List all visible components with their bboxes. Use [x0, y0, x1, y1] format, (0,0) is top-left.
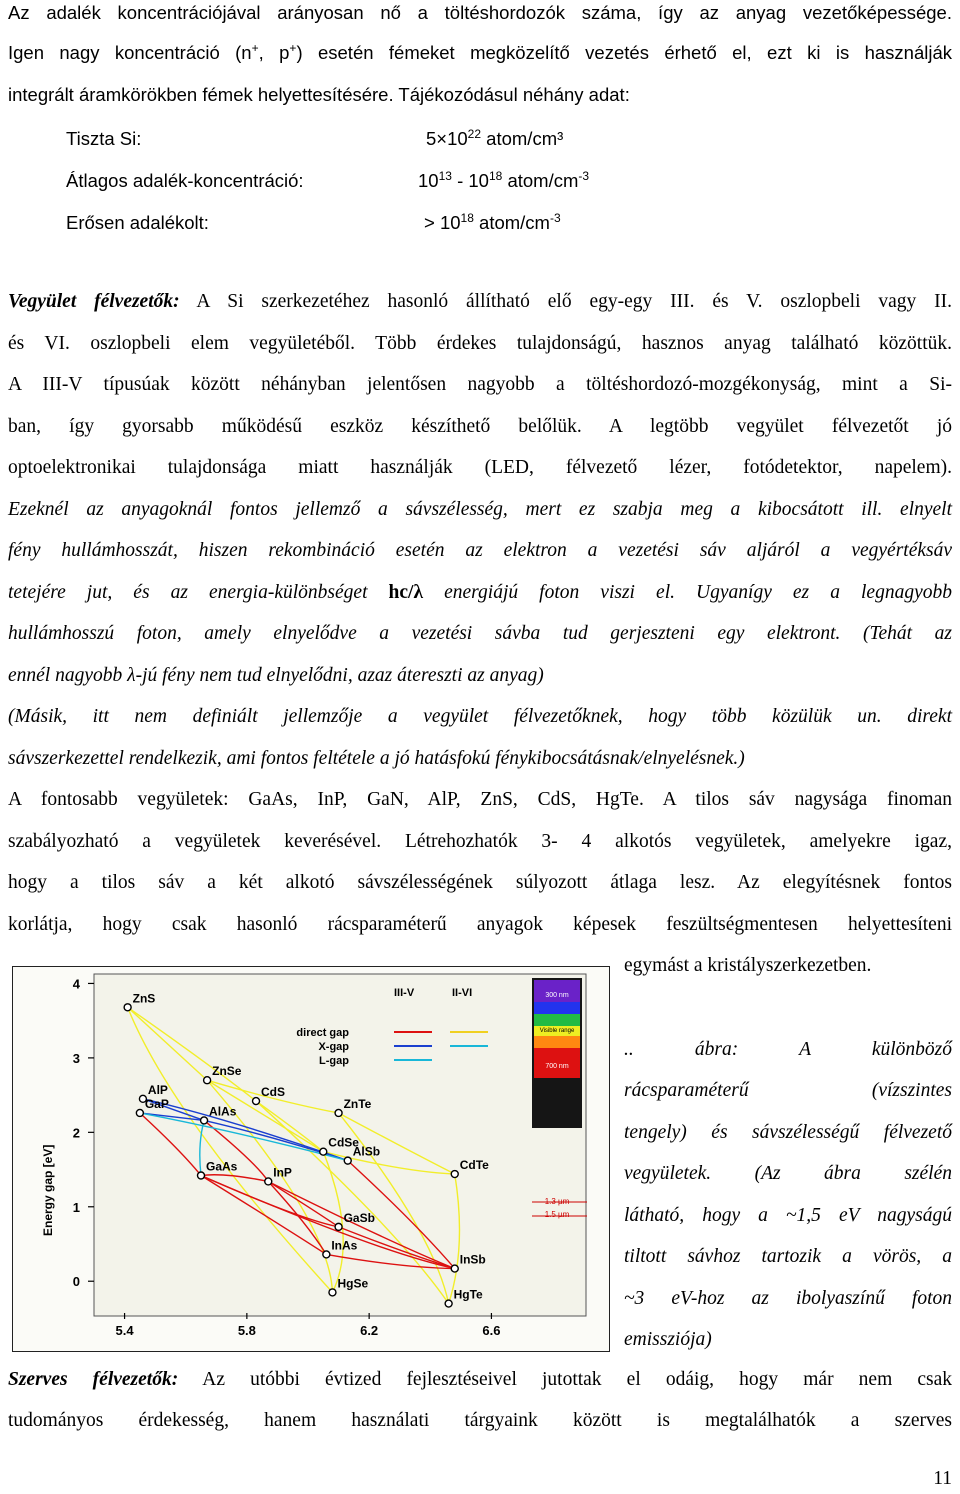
data-row-label-pure-si: Tiszta Si:: [66, 128, 142, 149]
para2-line-8: hogy a tilos sáv a két alkotó sávszélességének súlyozott átlaga lesz. Az elegyítésnek fontos: [8, 872, 952, 893]
caption-line-5: látható, hogy a ~1,5 eV nagyságú: [624, 1205, 952, 1226]
compound-label: HgTe: [453, 1287, 483, 1302]
compound-point: [136, 1109, 143, 1116]
caption-line-3: tengely) és sávszélességű félvezető: [624, 1122, 952, 1143]
legend-label-xgap: X-gap: [318, 1041, 349, 1053]
side-label-700nm: 700 nm: [545, 1063, 569, 1070]
para2-line-10: egymást a kristályszerkezetben.: [624, 955, 872, 976]
compound-point: [198, 1172, 205, 1179]
compound-label: GaSb: [343, 1210, 375, 1225]
compound-label: CdTe: [459, 1158, 489, 1173]
para2-italic-1: Ezeknél az anyagoknál fontos jellemző a sávszélesség, mert ez szabja meg a kibocsátott ill. elnyelt: [8, 499, 952, 520]
para2-line-4: ban, így gyorsabb működésű eszköz készíthető belőlük. A legtöbb vegyület félvezetőt jó: [8, 416, 952, 437]
compound-point: [335, 1109, 342, 1116]
y-tick-label: 2: [72, 1125, 80, 1141]
compound-point: [265, 1178, 272, 1185]
compound-point: [445, 1300, 452, 1307]
compound-point: [204, 1077, 211, 1084]
x-tick-label: 5.4: [115, 1323, 134, 1338]
data-row-value-pure-si: $5\times 10^{22}$ atom/cm³: [426, 126, 564, 149]
compound-point: [201, 1117, 208, 1124]
compound-point: [451, 1171, 458, 1178]
compound-point: [124, 1004, 131, 1011]
caption-line-6: tiltott sávhoz tartozik a vörös, a: [624, 1246, 952, 1267]
intro-line-2: Igen nagy koncentráció (n+, p+) esetén fémeket megközelítő vezetés érhető el, ezt ki is használják: [8, 40, 952, 63]
para2-line-3: A III-V típusúak között néhányban jelentősen nagyobb a töltéshordozó-mozgékonyság, mint a Si-: [8, 374, 952, 395]
para2-italic-2: fény hullámhosszát, hiszen rekombináció esetén az elektron a vezetési sáv aljáról a vegyértéksáv: [8, 540, 952, 561]
compound-point: [320, 1148, 327, 1155]
compound-point: [329, 1289, 336, 1296]
y-axis-label: Energy gap [eV]: [41, 1144, 55, 1236]
para2-line-6: A fontosabb vegyületek: GaAs, InP, GaN, AlP, ZnS, CdS, HgTe. A tilos sáv nagysága finoman: [8, 789, 952, 810]
intro-line-1: Az adalék koncentrációjával arányosan nő a töltéshordozók száma, így az anyag vezetőképessége.: [8, 2, 952, 23]
compound-point: [344, 1157, 351, 1164]
caption-line-4: vegyületek. (Az ábra szélén: [624, 1163, 952, 1184]
data-row-value-average: $10^{13} - 10^{18}$ atom/$cm^{-3}$: [418, 168, 590, 191]
legend-header-iii-v: III-V: [394, 987, 415, 999]
y-tick-label: 3: [72, 1050, 80, 1066]
side-label-1-3um: 1.3 µm: [544, 1197, 570, 1206]
data-row-label-average: Átlagos adalék-koncentráció:: [66, 170, 304, 191]
page-number: 11: [933, 1468, 952, 1489]
side-label-300nm: 300 nm: [545, 992, 569, 999]
spectrum-blue: [534, 1002, 580, 1014]
side-label-visible: Visible range: [539, 1028, 575, 1034]
compound-point: [323, 1251, 330, 1258]
para2-italic-7: sávszerkezettel rendelkezik, ami fontos feltétele a jó hatásfokú fénykibocsátásnak/elnyelésnek.): [8, 748, 745, 769]
compound-label: CdS: [261, 1085, 286, 1100]
compound-label: InP: [273, 1165, 292, 1180]
bandgap-lattice-chart: [12, 966, 610, 1352]
y-tick-label: 4: [72, 976, 80, 992]
x-tick-label: 5.8: [237, 1323, 256, 1338]
compound-point: [253, 1098, 260, 1105]
para2-italic-4: hullámhosszú foton, amely elnyelődve a vezetési sávba tud gerjeszteni egy elektront. (Tehát az: [8, 623, 952, 644]
compound-label: HgSe: [337, 1276, 369, 1291]
para2-line-7: szabályozható a vegyületek keverésével. Létrehozhatók 3- 4 alkotós vegyületek, amelyekre igaz,: [8, 831, 952, 852]
para3-heading: Szerves félvezetők:: [8, 1369, 179, 1390]
x-tick-label: 6.6: [482, 1323, 501, 1338]
compound-point: [335, 1223, 342, 1230]
para2-italic-3: tetejére jut, és az energia-különbséget hc/λ energiájú foton viszi el. Ugyanígy ez a legnagyobb: [8, 582, 952, 603]
data-row-label-heavy: Erősen adalékolt:: [66, 212, 209, 233]
para3-line-1: Szerves félvezetők: Az utóbbi évtized fejlesztéseivel jutottak el odáig, hogy már nem csak: [8, 1369, 953, 1390]
legend-label-direct: direct gap: [296, 1027, 349, 1039]
y-tick-label: 0: [72, 1274, 80, 1290]
compound-label: AlSb: [352, 1144, 381, 1159]
para2-line-9: korlátja, hogy csak hasonló rácsparaméterű anyagok képesek feszültségmentesen helyettesíteni: [8, 914, 952, 935]
para2-italic-6: (Másik, itt nem definiált jellemzője a vegyület félvezetőknek, hogy több közülük un. direkt: [8, 706, 952, 727]
compound-label: ZnSe: [212, 1064, 242, 1079]
caption-line-8: emissziója): [624, 1329, 712, 1350]
data-row-value-heavy: > $10^{18}$ atom/$cm^{-3}$: [424, 210, 561, 233]
formula-hc-lambda: hc/λ: [388, 582, 424, 603]
spectrum-orange: [534, 1036, 580, 1048]
compound-label: AlAs: [209, 1104, 237, 1119]
caption-line-7: ~3 eV-hoz az ibolyaszínű foton: [624, 1288, 952, 1309]
compound-point: [451, 1265, 458, 1272]
side-label-1-5um: 1.5 µm: [544, 1210, 570, 1219]
compound-label: GaP: [144, 1096, 169, 1111]
para2-line-5: optoelektronikai tulajdonsága miatt használják (LED, félvezető lézer, fotódetektor, napelem).: [8, 457, 952, 478]
caption-line-2: rácsparaméterű (vízszintes: [624, 1080, 952, 1101]
compound-label: CdSe: [328, 1135, 359, 1150]
para2-italic-5: ennél nagyobb λ-jú fény nem tud elnyelődni, azaz átereszti az anyag): [8, 665, 544, 686]
intro-line-3: integrált áramkörökben fémek helyettesítésére. Tájékozódásul néhány adat:: [8, 84, 630, 105]
legend-header-ii-vi: II-VI: [452, 987, 473, 999]
compound-label: ZnTe: [343, 1096, 372, 1111]
compound-label: InSb: [459, 1252, 486, 1267]
para2-heading: Vegyület félvezetők:: [8, 291, 180, 312]
para2-line-2: és VI. oszlopbeli elem vegyületéből. Több érdekes tulajdonságú, hasznos anyag található közöttük.: [8, 333, 952, 354]
compound-label: ZnS: [132, 991, 156, 1006]
compound-label: GaAs: [206, 1159, 238, 1174]
compound-label: AlP: [147, 1082, 168, 1097]
para3-line-2: tudományos érdekesség, hanem használati tárgyaink között is megtalálhatók a szerves: [8, 1410, 952, 1431]
legend-label-lgap: L-gap: [319, 1055, 349, 1067]
para2-line-1: Vegyület félvezetők: A Si szerkezetéhez hasonló állítható elő egy-egy III. és V. oszlopbeli vagy II.: [8, 291, 952, 312]
y-tick-label: 1: [72, 1199, 80, 1215]
compound-label: InAs: [331, 1238, 358, 1253]
x-tick-label: 6.2: [360, 1323, 379, 1338]
caption-line-1: .. ábra: A különböző: [624, 1039, 952, 1060]
spectrum-green: [534, 1014, 580, 1026]
